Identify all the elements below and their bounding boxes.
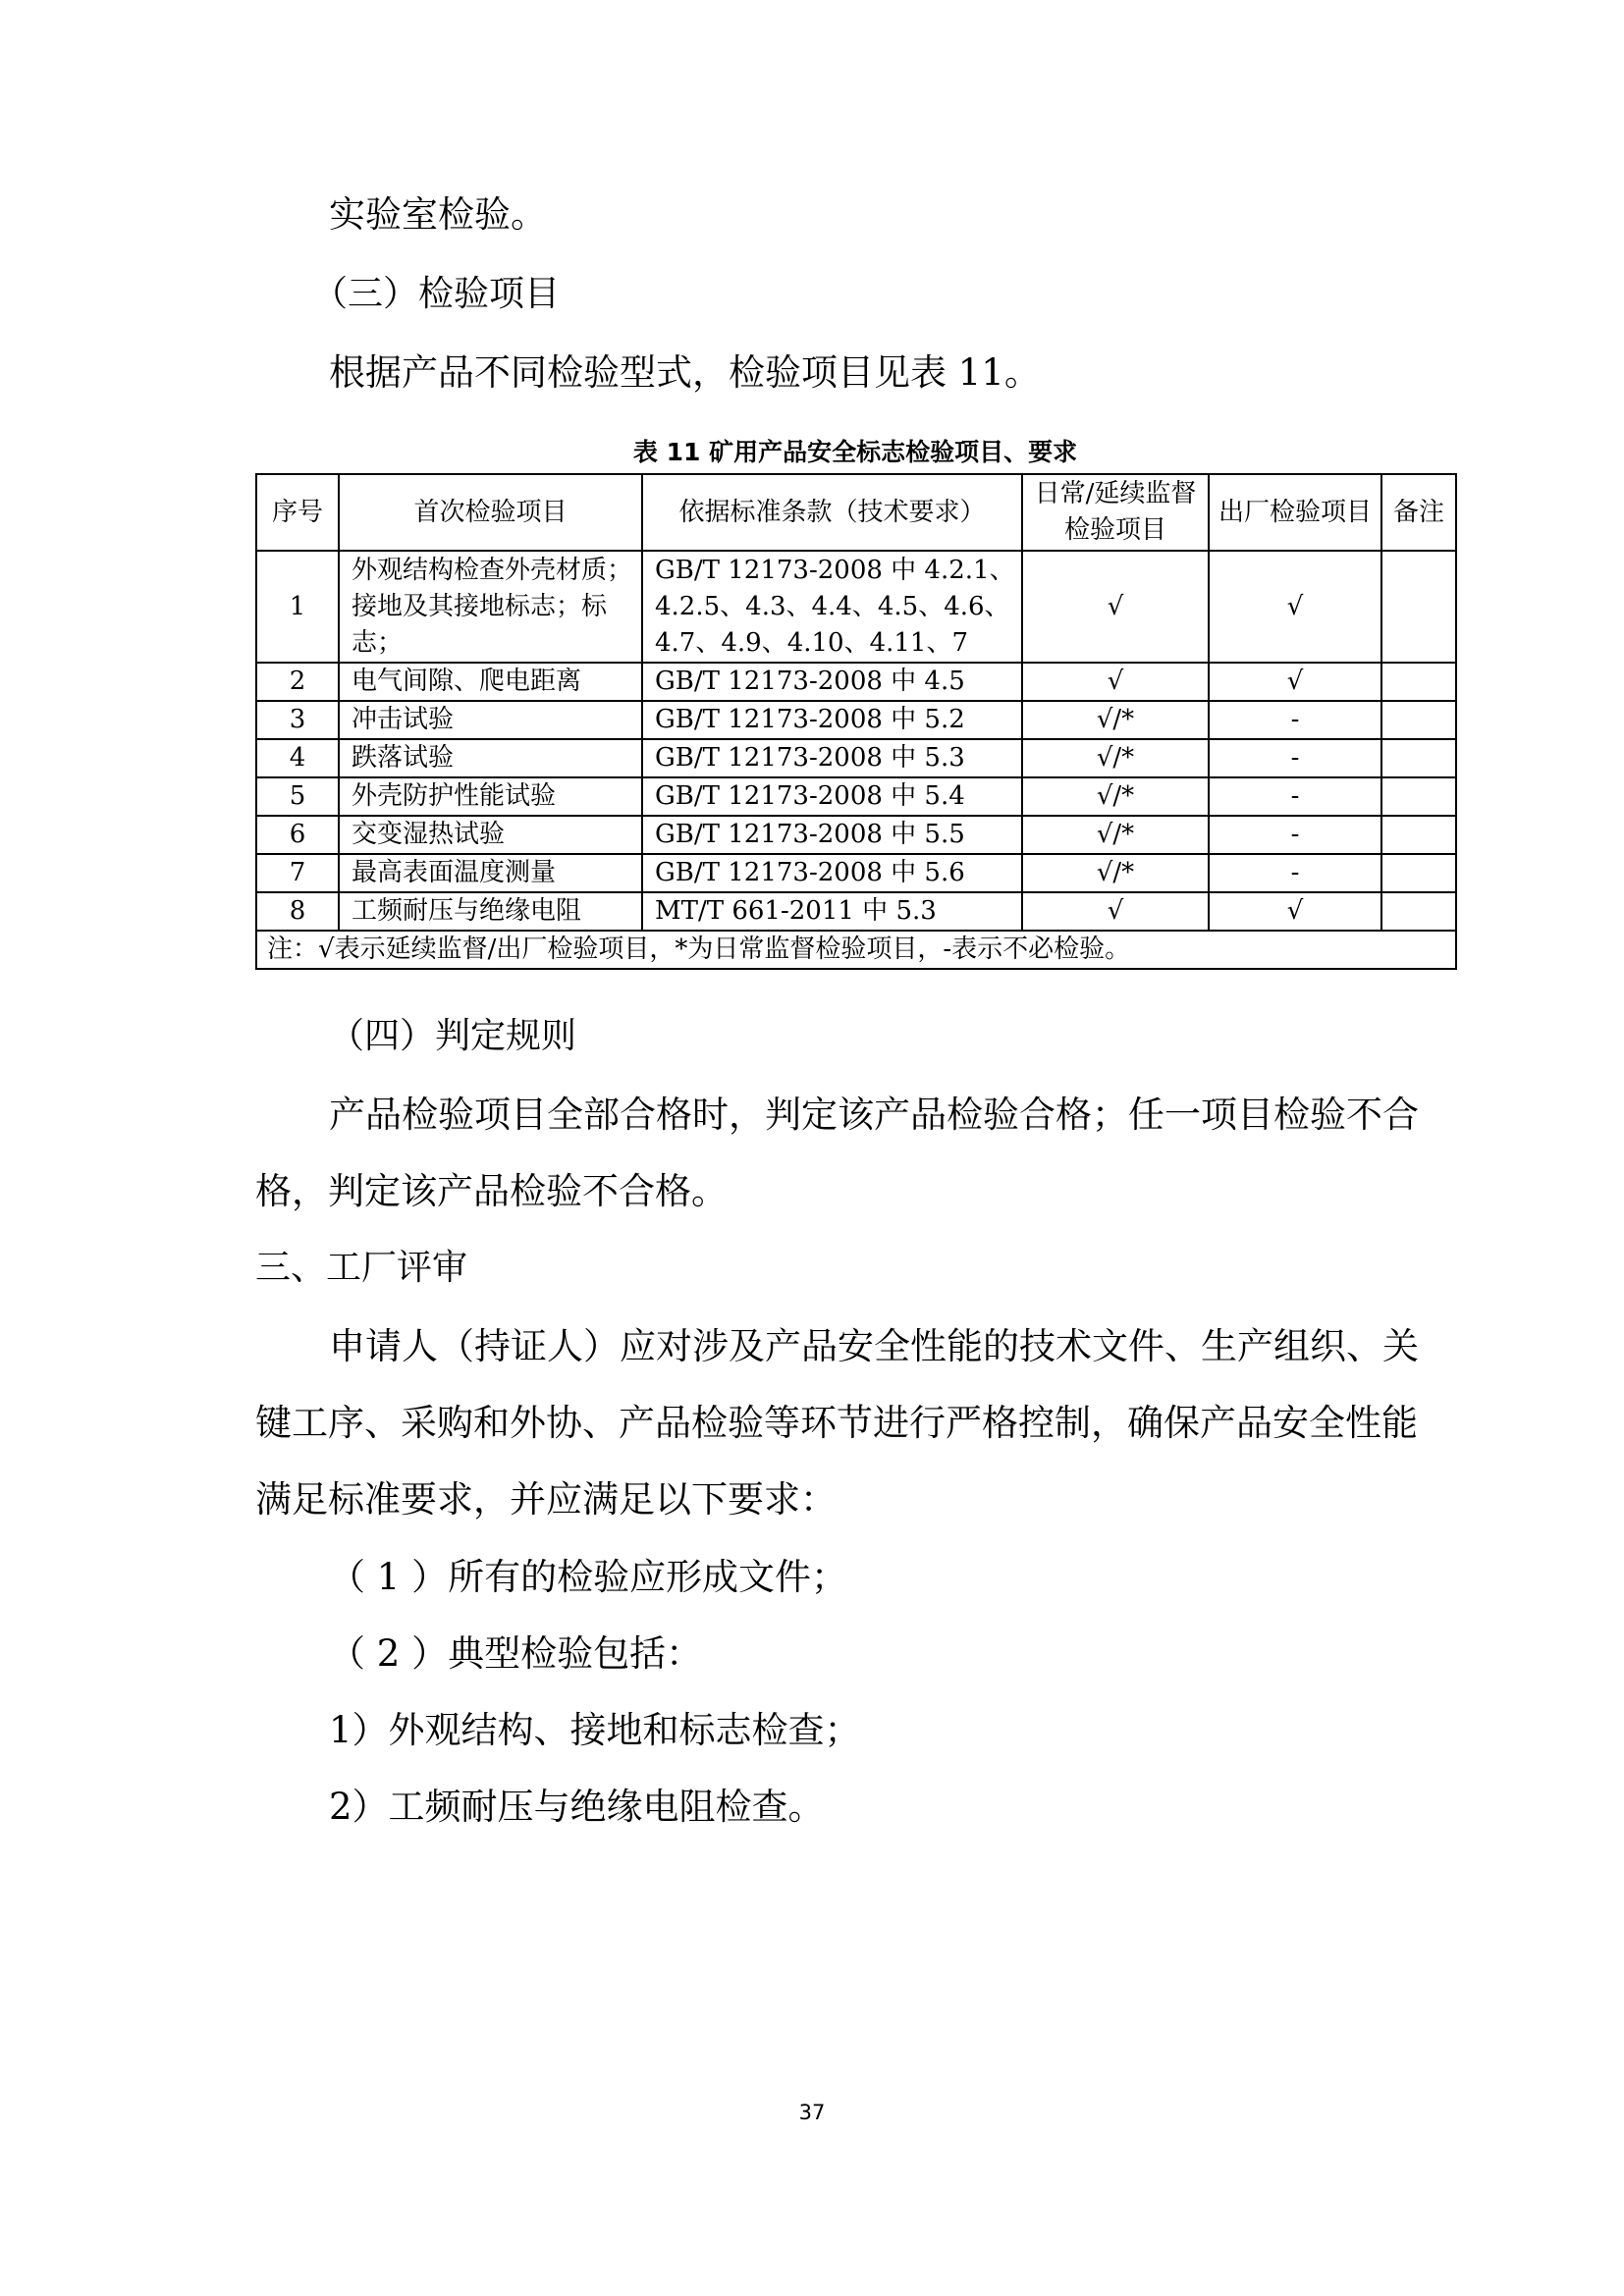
cell-factory: √: [1209, 663, 1381, 701]
section-heading: （四）判定规则: [329, 1016, 577, 1056]
cell-standard: GB/T 12173-2008 中 4.2.1、4.2.5、4.3、4.4、4.5、4.6、4.7、4.9、4.10、4.11、7: [642, 551, 1022, 663]
cell-note: [1381, 701, 1456, 739]
cell-daily: √/*: [1022, 816, 1209, 854]
cell-note: [1381, 892, 1456, 931]
column-header: 备注: [1381, 474, 1456, 551]
chapter-heading: 三、工厂评审: [255, 1248, 468, 1288]
cell-no: 2: [256, 663, 339, 701]
paragraph-text: 满足标准要求，并应满足以下要求：: [255, 1478, 837, 1521]
cell-factory: -: [1209, 777, 1381, 816]
cell-item: 电气间隙、爬电距离: [339, 663, 642, 701]
list-item: （ 2 ）典型检验包括：: [329, 1632, 703, 1675]
section-heading: （三）检验项目: [312, 274, 561, 314]
cell-no: 1: [256, 551, 339, 663]
cell-note: [1381, 663, 1456, 701]
cell-factory: √: [1209, 892, 1381, 931]
cell-item: 工频耐压与绝缘电阻: [339, 892, 642, 931]
table-row: [256, 816, 1456, 854]
cell-note: [1381, 551, 1456, 663]
cell-no: 3: [256, 701, 339, 739]
table-row: [256, 663, 1456, 701]
cell-daily: √: [1022, 663, 1209, 701]
table-header-row: [256, 474, 1456, 551]
table-row: [256, 551, 1456, 663]
paragraph-text: 键工序、采购和外协、产品检验等环节进行严格控制，确保产品安全性能: [255, 1402, 1418, 1444]
column-header: 出厂检验项目: [1209, 474, 1381, 551]
cell-no: 4: [256, 739, 339, 777]
cell-standard: MT/T 661-2011 中 5.3: [642, 892, 1022, 931]
table-footnote-row: [256, 931, 1456, 969]
inspection-table: [255, 473, 1457, 970]
table-caption: 表 11 矿用产品安全标志检验项目、要求: [632, 438, 1078, 466]
cell-daily: √/*: [1022, 739, 1209, 777]
cell-factory: -: [1209, 701, 1381, 739]
table-row: [256, 854, 1456, 892]
cell-note: [1381, 854, 1456, 892]
cell-note: [1381, 739, 1456, 777]
column-header: 首次检验项目: [339, 474, 642, 551]
table-footnote: 注：√表示延续监督/出厂检验项目，*为日常监督检验项目，-表示不必检验。: [256, 931, 1456, 969]
cell-daily: √/*: [1022, 777, 1209, 816]
cell-no: 6: [256, 816, 339, 854]
cell-note: [1381, 777, 1456, 816]
cell-daily: √/*: [1022, 701, 1209, 739]
cell-item: 跌落试验: [339, 739, 642, 777]
table-row: [256, 777, 1456, 816]
cell-no: 8: [256, 892, 339, 931]
cell-standard: GB/T 12173-2008 中 5.5: [642, 816, 1022, 854]
paragraph-text: 格，判定该产品检验不合格。: [255, 1170, 728, 1212]
cell-standard: GB/T 12173-2008 中 5.2: [642, 701, 1022, 739]
column-header: 依据标准条款（技术要求）: [642, 474, 1022, 551]
cell-factory: -: [1209, 816, 1381, 854]
table-row: [256, 739, 1456, 777]
cell-item: 外壳防护性能试验: [339, 777, 642, 816]
cell-standard: GB/T 12173-2008 中 5.3: [642, 739, 1022, 777]
paragraph-text: 实验室检验。: [329, 193, 547, 236]
cell-standard: GB/T 12173-2008 中 5.6: [642, 854, 1022, 892]
column-header: 日常/延续监督检验项目: [1022, 474, 1209, 551]
cell-factory: √: [1209, 551, 1381, 663]
cell-no: 7: [256, 854, 339, 892]
table-row: [256, 892, 1456, 931]
cell-item: 冲击试验: [339, 701, 642, 739]
list-item: 2）工频耐压与绝缘电阻检查。: [329, 1786, 825, 1828]
table-row: [256, 701, 1456, 739]
page-number: 37: [798, 2101, 826, 2124]
list-item: 1）外观结构、接地和标志检查；: [329, 1709, 861, 1751]
column-header: 序号: [256, 474, 339, 551]
cell-no: 5: [256, 777, 339, 816]
cell-daily: √: [1022, 551, 1209, 663]
cell-item: 外观结构检查外壳材质；接地及其接地标志；标志；: [339, 551, 642, 663]
cell-factory: -: [1209, 739, 1381, 777]
cell-standard: GB/T 12173-2008 中 5.4: [642, 777, 1022, 816]
cell-factory: -: [1209, 854, 1381, 892]
cell-item: 交变湿热试验: [339, 816, 642, 854]
cell-standard: GB/T 12173-2008 中 4.5: [642, 663, 1022, 701]
cell-daily: √/*: [1022, 854, 1209, 892]
paragraph-text: 产品检验项目全部合格时，判定该产品检验合格；任一项目检验不合: [329, 1094, 1419, 1136]
cell-item: 最高表面温度测量: [339, 854, 642, 892]
list-item: （ 1 ）所有的检验应形成文件；: [329, 1556, 848, 1598]
paragraph-text: 申请人（持证人）应对涉及产品安全性能的技术文件、生产组织、关: [329, 1325, 1419, 1367]
cell-note: [1381, 816, 1456, 854]
paragraph-text: 根据产品不同检验型式，检验项目见表 11。: [329, 351, 1041, 394]
cell-daily: √: [1022, 892, 1209, 931]
